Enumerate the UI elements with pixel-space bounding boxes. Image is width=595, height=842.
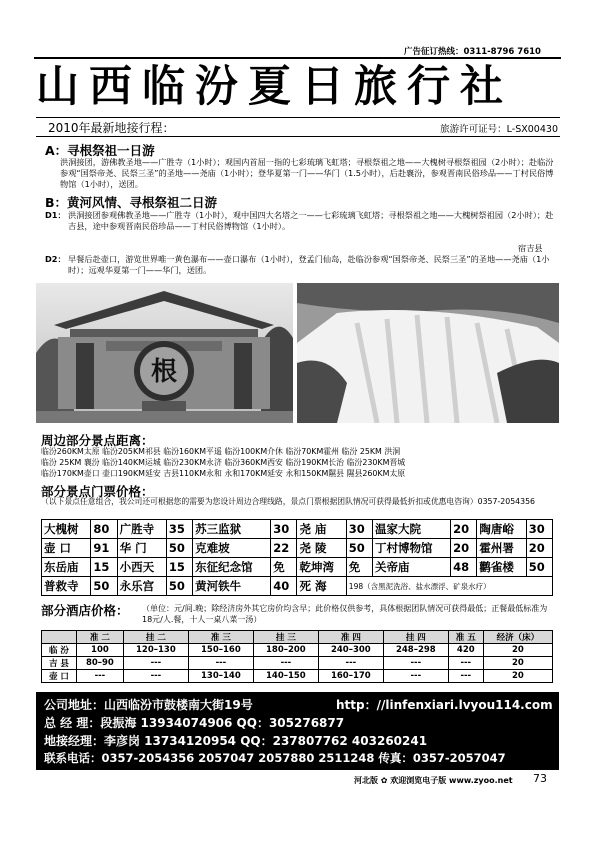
column-header: 准 五 bbox=[448, 631, 483, 644]
ticket-title: 部分景点门票价格： bbox=[41, 484, 154, 499]
ticket-price: 35 bbox=[166, 520, 192, 539]
page-number: 73 bbox=[533, 772, 547, 785]
hotel-price: 120–130 bbox=[123, 644, 188, 657]
hotel-price: --- bbox=[383, 670, 448, 683]
hotel-title: 部分酒店价格： bbox=[41, 603, 129, 618]
ticket-site: 乾坤湾 bbox=[297, 558, 346, 577]
table-row bbox=[42, 670, 553, 683]
hotel-price: 180–200 bbox=[253, 644, 318, 657]
tour-a-text: 洪洞接团，游佛教圣地——广胜寺（1小时）；观国内首屈一指的七彩琉璃飞虹塔；寻根祭祖之地——大槐树寻根祭祖园（2小时）；赴临汾参观“国祭帝尧、民祭三圣”的圣地——尧庙（1小时）；登华夏第一门——华门（1.5小时），后赴襄汾，参观晋南民俗珍品——丁村民俗博物馆（1小时），送团。 bbox=[60, 157, 554, 189]
hotel-price: --- bbox=[123, 670, 188, 683]
hotel-price: --- bbox=[123, 657, 188, 670]
ticket-site: 东岳庙 bbox=[42, 558, 91, 577]
gate-sign-text: 根 bbox=[150, 357, 178, 387]
table-header-row bbox=[42, 631, 553, 644]
tour-a-title: A：寻根祭祖一日游 bbox=[45, 143, 155, 158]
memorial-gate-photo bbox=[36, 283, 293, 423]
ticket-site: 克难坡 bbox=[193, 539, 271, 558]
hotel-price: 20 bbox=[483, 657, 552, 670]
ticket-site: 鹳雀楼 bbox=[477, 558, 526, 577]
ticket-price: 免 bbox=[271, 558, 297, 577]
hotel-price: 20 bbox=[483, 670, 552, 683]
hotel-price: 140–150 bbox=[253, 670, 318, 683]
hotel-price: --- bbox=[383, 657, 448, 670]
hotel-price-table bbox=[41, 630, 553, 683]
ticket-price: 30 bbox=[526, 520, 552, 539]
local-manager: 地接经理：李彦岗 13734120954 QQ：237807762 403260241 bbox=[44, 734, 428, 748]
hotel-price: 100 bbox=[76, 644, 123, 657]
waterfall-photo bbox=[297, 283, 559, 423]
distance-line-1: 临汾260KM太原 临汾205KM祁县 临汾160KM平遥 临汾100KM介休 临汾70KM霍州 临汾 25KM 洪洞 bbox=[41, 447, 401, 456]
ticket-site: 温家大院 bbox=[373, 520, 451, 539]
company-address: 公司地址：山西临汾市鼓楼南大街19号 bbox=[44, 698, 253, 712]
page-title: 山西临汾夏日旅行社 bbox=[36, 62, 513, 112]
ticket-price: 30 bbox=[271, 520, 297, 539]
hotel-price: 248–298 bbox=[383, 644, 448, 657]
day1-stay: 宿吉县 bbox=[518, 243, 543, 253]
hotel-city: 壶 口 bbox=[42, 670, 77, 683]
hotel-price: 20 bbox=[483, 644, 552, 657]
ticket-price: 40 bbox=[271, 577, 297, 596]
day2-text: 早餐后赴壶口，游览世界唯一黄色瀑布——壶口瀑布（1小时），登孟门仙岛，赴临汾参观“国祭帝尧、民祭三圣”的圣地——尧庙（1小时）；远观华夏第一门——华门，送团。 bbox=[68, 254, 550, 275]
ticket-site: 广胜寺 bbox=[117, 520, 166, 539]
column-header: 准 二 bbox=[76, 631, 123, 644]
tour-b-title: B：黄河风情、寻根祭祖二日游 bbox=[45, 195, 218, 210]
ad-hotline: 广告征订热线：0311-8796 7610 bbox=[404, 47, 541, 57]
hotel-price: --- bbox=[188, 657, 253, 670]
ticket-site: 壶 口 bbox=[42, 539, 91, 558]
hotel-price: --- bbox=[76, 670, 123, 683]
day1-label: D1： bbox=[45, 210, 66, 220]
distance-line-3: 临汾170KM壶口 壶口190KM延安 吉县110KM永和 永和170KM延安 永和150KM隰县 隰县260KM太原 bbox=[41, 469, 406, 478]
ticket-site: 小西天 bbox=[117, 558, 166, 577]
hotel-note bbox=[142, 603, 554, 625]
ticket-site: 大槐树 bbox=[42, 520, 91, 539]
hotel-price: 160–170 bbox=[318, 670, 383, 683]
column-header: 准 三 bbox=[188, 631, 253, 644]
table-row bbox=[42, 520, 553, 539]
hotel-price: 130–140 bbox=[188, 670, 253, 683]
table-row bbox=[42, 644, 553, 657]
subtitle-bar bbox=[36, 117, 560, 137]
subtitle: 2010年最新地接行程： bbox=[48, 121, 175, 135]
distance-line-2: 临汾 25KM 襄汾 临汾140KM运城 临汾230KM永济 临汾360KM西安 临汾190KM长治 临汾230KM晋城 bbox=[41, 458, 406, 467]
ticket-price: 50 bbox=[526, 558, 552, 577]
ticket-price: 30 bbox=[346, 520, 372, 539]
hotel-price: --- bbox=[448, 657, 483, 670]
ticket-table bbox=[41, 519, 553, 596]
ticket-site: 关帝庙 bbox=[373, 558, 451, 577]
ticket-price: 50 bbox=[166, 539, 192, 558]
ticket-site: 苏三监狱 bbox=[193, 520, 271, 539]
table-row bbox=[42, 558, 553, 577]
ticket-price: 91 bbox=[91, 539, 117, 558]
ticket-site: 丁村博物馆 bbox=[373, 539, 451, 558]
ticket-site: 霍州署 bbox=[477, 539, 526, 558]
day2-label: D2： bbox=[45, 254, 66, 264]
hotel-price: 150–160 bbox=[188, 644, 253, 657]
ticket-site: 东征纪念馆 bbox=[193, 558, 271, 577]
ticket-site: 尧 庙 bbox=[297, 520, 346, 539]
ticket-price-note: 198（含黑泥洗浴、盐水漂浮、矿泉水疗） bbox=[346, 577, 552, 596]
hotel-price: 240–300 bbox=[318, 644, 383, 657]
ticket-price: 20 bbox=[526, 539, 552, 558]
ticket-price: 20 bbox=[451, 520, 477, 539]
ticket-site: 陶唐峪 bbox=[477, 520, 526, 539]
ticket-price: 15 bbox=[91, 558, 117, 577]
website-link[interactable]: http：//linfenxiari.lvyou114.com bbox=[336, 698, 553, 712]
contact-phone: 联系电话：0357-2054356 2057047 2057880 2511248 传真：0357-2057047 bbox=[44, 751, 506, 765]
ticket-price: 48 bbox=[451, 558, 477, 577]
contact-panel bbox=[36, 692, 559, 770]
column-header: 经济（床） bbox=[483, 631, 552, 644]
table-row bbox=[42, 577, 553, 596]
ticket-site: 死 海 bbox=[297, 577, 346, 596]
table-row bbox=[42, 539, 553, 558]
ticket-price: 15 bbox=[166, 558, 192, 577]
day1-text: 洪洞接团参观佛教圣地——广胜寺（1小时），观中国四大名塔之一——七彩琉璃飞虹塔；寻根祭祖之地——大槐树祭祖园（2小时）；赴吉县，途中参观晋南民俗珍品——丁村民俗博物馆（1小时）。 bbox=[68, 210, 554, 231]
ticket-price: 20 bbox=[451, 539, 477, 558]
ticket-site: 尧 陵 bbox=[297, 539, 346, 558]
column-header: 挂 四 bbox=[383, 631, 448, 644]
hotel-note-text: （单位：元/间.晚；除经济房外其它房价均含早；此价格仅供参考，具体根据团队情况可获得最低；正餐最低标准为18元/人.餐，十人一桌八菜一汤） bbox=[142, 604, 548, 624]
footer-credit: 河北版 ✿ 欢迎浏览电子版 www.zyoo.net bbox=[354, 776, 513, 785]
hotel-price: --- bbox=[318, 657, 383, 670]
hotel-price: 420 bbox=[448, 644, 483, 657]
ticket-price: 50 bbox=[166, 577, 192, 596]
ticket-price: 50 bbox=[346, 539, 372, 558]
hotel-price: --- bbox=[448, 670, 483, 683]
ticket-site: 华 门 bbox=[117, 539, 166, 558]
column-header: 挂 三 bbox=[253, 631, 318, 644]
top-rule bbox=[34, 57, 561, 59]
hotel-city: 吉 县 bbox=[42, 657, 77, 670]
ticket-price: 80 bbox=[91, 520, 117, 539]
column-header: 准 四 bbox=[318, 631, 383, 644]
ticket-price: 50 bbox=[91, 577, 117, 596]
ticket-price: 22 bbox=[271, 539, 297, 558]
ticket-site: 普救寺 bbox=[42, 577, 91, 596]
ticket-site: 永乐宫 bbox=[117, 577, 166, 596]
hotel-price: --- bbox=[253, 657, 318, 670]
ticket-site: 黄河铁牛 bbox=[193, 577, 271, 596]
photo-strip bbox=[36, 283, 559, 423]
ticket-price: 免 bbox=[346, 558, 372, 577]
ticket-note: （以下景点任意组合，我公司还可根据您的需要为您设计周边合理线路，景点门票根据团队情况可获得最低折扣或优惠电咨询）0357-2054356 bbox=[41, 497, 535, 506]
column-header bbox=[42, 631, 77, 644]
distance-title: 周边部分景点距离： bbox=[41, 433, 154, 448]
hotel-city: 临 汾 bbox=[42, 644, 77, 657]
column-header: 挂 二 bbox=[123, 631, 188, 644]
general-manager: 总 经 理：段振海 13934074906 QQ：305276877 bbox=[44, 716, 345, 730]
hotel-price: 80–90 bbox=[76, 657, 123, 670]
table-row bbox=[42, 657, 553, 670]
license-number: 旅游许可证号：L-SX00430 bbox=[440, 124, 558, 135]
